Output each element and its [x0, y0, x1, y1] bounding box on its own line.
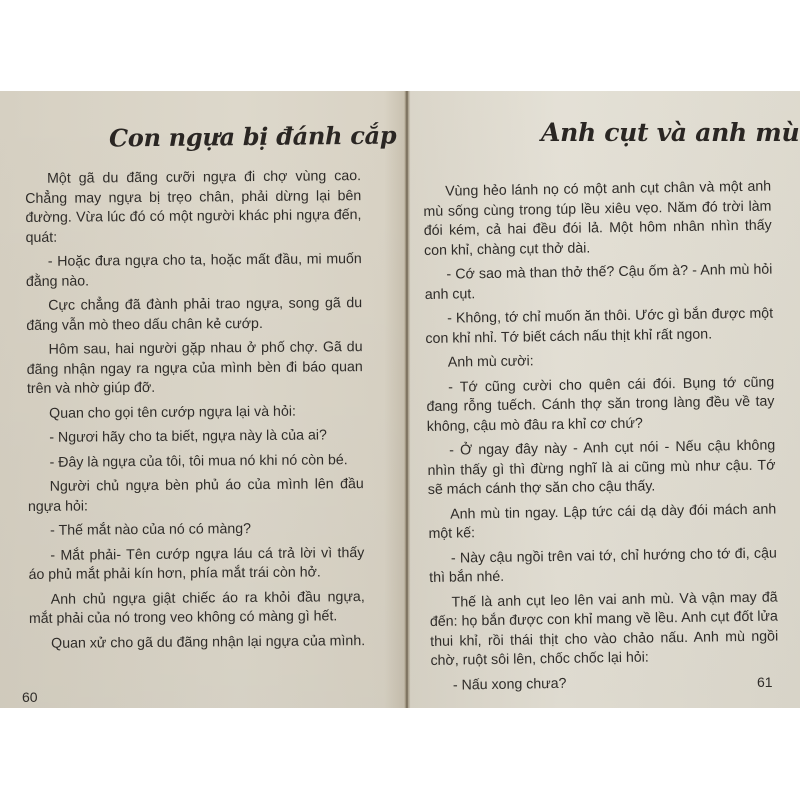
left-page [0, 91, 407, 708]
paragraph: - Ở ngay đây này - Anh cụt nói - Nếu cậu không nhìn thấy gì thì đừng nghĩ là ai cũng mù như cậu. Tớ sẽ mách cánh thợ săn cho cậu thấy. [427, 437, 776, 498]
open-book-photo [0, 91, 800, 708]
right-page [409, 91, 800, 708]
left-page-title: Con ngựa bị đánh cắp [108, 120, 397, 153]
paragraph: Anh mù cười: [447, 353, 534, 371]
right-page-title: Anh cụt và anh mù [541, 118, 800, 147]
paragraph: Anh chủ ngựa giật chiếc áo ra khỏi đầu ngựa, mắt phải của nó trong veo không có màng gì hết. [28, 588, 365, 627]
paragraph: - Tớ cũng cười cho quên cái đói. Bụng tớ cũng đang rỗng tuếch. Cánh thợ săn trong làng đều về tay không, cậu mò đâu ra khỉ cơ chứ? [426, 374, 775, 435]
right-page-number: 61 [757, 674, 773, 690]
paragraph: Một gã du đãng cưỡi ngựa đi chợ vùng cao. Chẳng may ngựa bị trẹo chân, phải dừng lại bên đường. Vừa lúc đó có một người khác phi ngựa đến, quát: [25, 168, 362, 246]
right-page-body [423, 178, 779, 701]
left-page-body [25, 167, 365, 659]
paragraph: Vùng hẻo lánh nọ có một anh cụt chân và một anh mù sống cùng trong túp lều xiêu vẹo. Năm đó trời làm đói kém, cả hai đều đói lả. Một hôm nhân nhìn thấy con khỉ, chàng cụt thở dài. [423, 178, 772, 259]
paragraph: - Này cậu ngồi trên vai tớ, chỉ hướng cho tớ đi, cậu thì bắn nhé. [429, 544, 777, 586]
paragraph: Anh mù tin ngay. Lập tức cái dạ dày đói mách anh một kế: [428, 500, 777, 542]
left-page-number: 60 [22, 689, 38, 705]
paragraph: Cực chẳng đã đành phải trao ngựa, song gã du đãng vẫn mò theo dấu chân kẻ cướp. [26, 295, 363, 334]
paragraph: - Nấu xong chưa? [452, 675, 567, 694]
paragraph: - Ngươi hãy cho ta biết, ngựa này là của ai? [49, 427, 327, 446]
paragraph: Thế là anh cụt leo lên vai anh mù. Và vận may đã đến: họ bắn được con khỉ mang về lều. Anh cụt đốt lửa thui khỉ, rồi thái thịt cho vào chảo nấu. Anh mù ngồi chờ, ruột sôi lên, chốc chốc lại hỏi: [429, 588, 779, 669]
paragraph: Quan xử cho gã du đãng nhận lại ngựa của mình. [51, 632, 366, 652]
paragraph: - Đây là ngựa của tôi, tôi mua nó khi nó còn bé. [49, 451, 348, 471]
paragraph: - Hoặc đưa ngựa cho ta, hoặc mất đầu, mi muốn đằng nào. [25, 251, 362, 290]
paragraph: - Mắt phải- Tên cướp ngựa láu cá trả lời vì thấy áo phủ mắt phải kín hơn, phía mắt trái còn hở. [28, 544, 365, 583]
paragraph: Người chủ ngựa bèn phủ áo của mình lên đầu ngựa hỏi: [27, 476, 364, 515]
paragraph: - Cớ sao mà than thở thế? Cậu ốm à? - Anh mù hỏi anh cụt. [424, 261, 773, 303]
paragraph: Quan cho gọi tên cướp ngựa lại và hỏi: [49, 403, 296, 422]
paragraph: - Thế mắt nào của nó có màng? [50, 521, 252, 539]
paragraph: Hôm sau, hai người gặp nhau ở phố chợ. Gã du đãng nhận ngay ra ngựa của mình bèn đi báo quan trên và nhờ giúp đỡ. [26, 339, 363, 397]
paragraph: - Không, tớ chỉ muốn ăn thôi. Ước gì bắn được một con khỉ nhỉ. Tớ biết cách nấu thịt khỉ rất ngon. [425, 305, 774, 347]
